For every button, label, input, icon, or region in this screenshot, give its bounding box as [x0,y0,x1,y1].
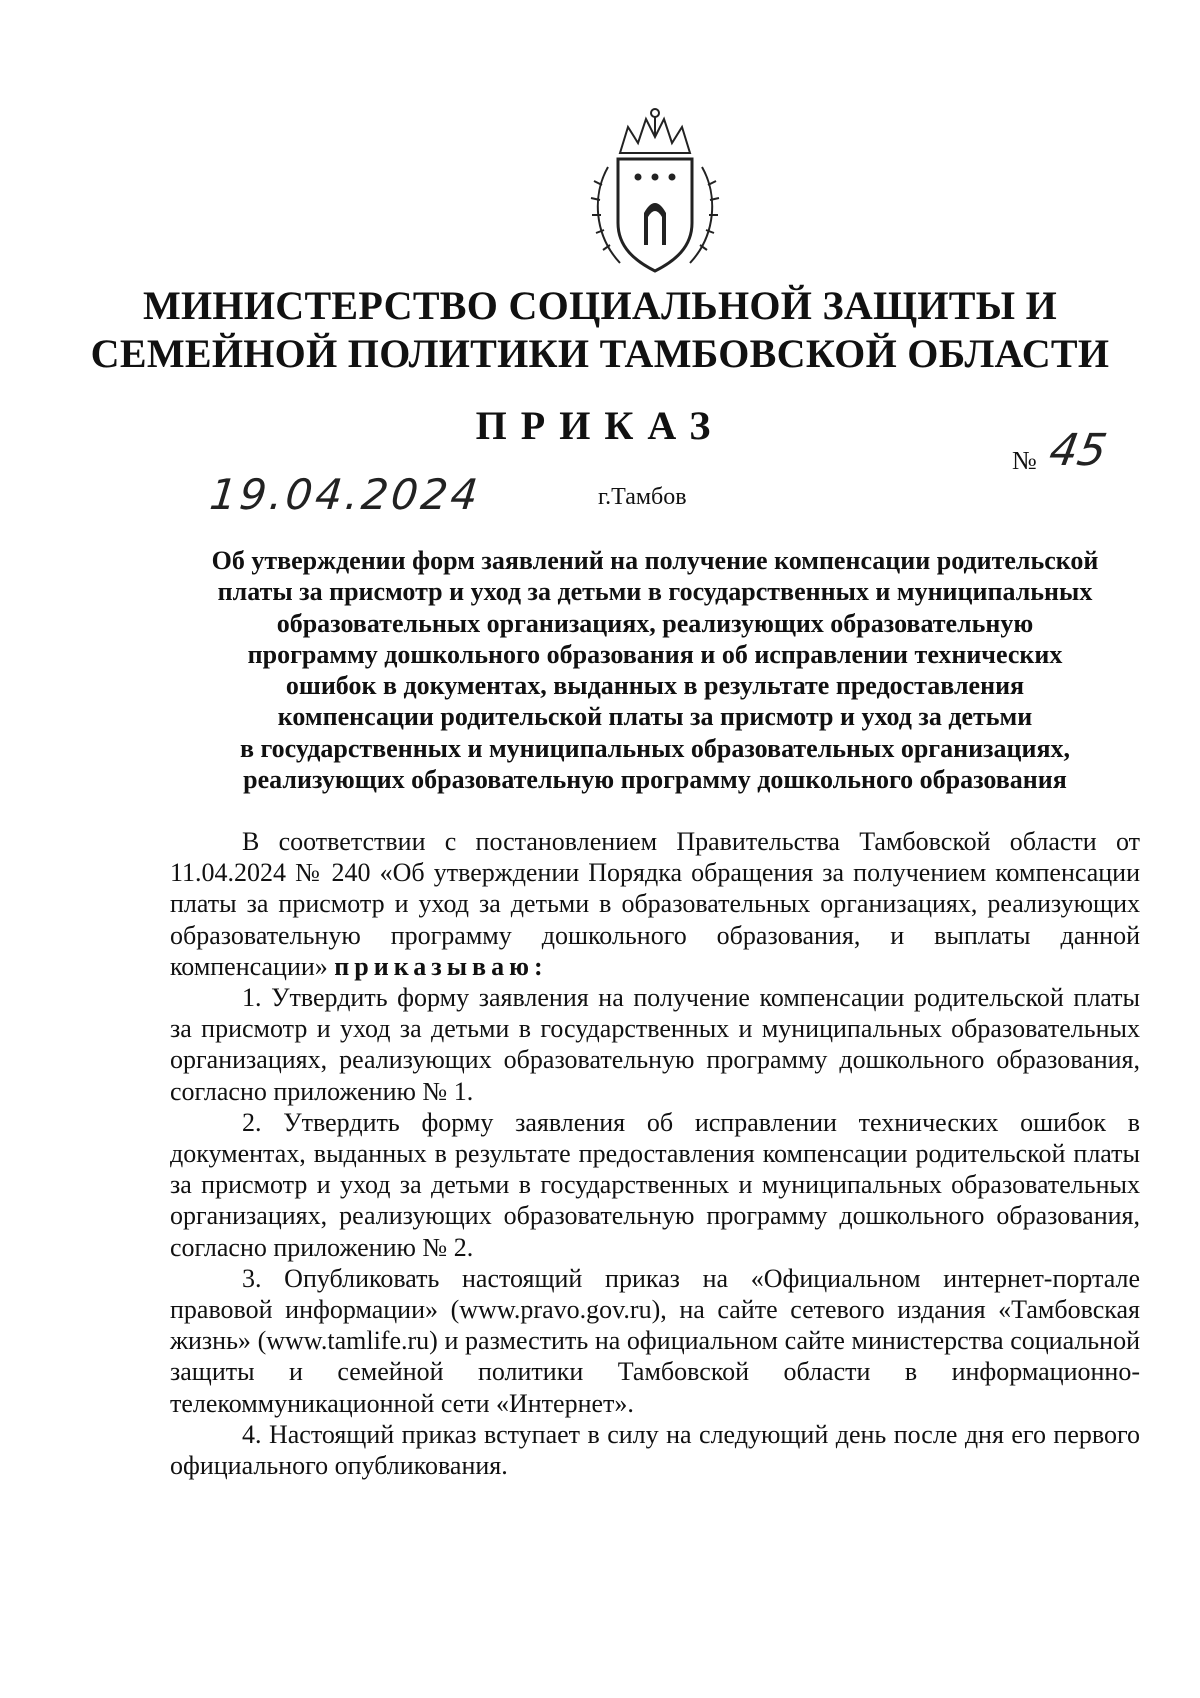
order-word: приказываю: [334,951,548,981]
subject-line: Об утверждении форм заявлений на получение компенсации родительской [211,546,1099,575]
handwritten-date: 19.04.2024 [207,470,484,519]
subject-line: образовательных организациях, реализующих образовательную [276,608,1034,638]
subject-line: реализующих образовательную программу дошкольного образования [243,765,1067,795]
subject-line: компенсации родительской платы за присмотр и уход за детьми [277,702,1033,732]
document-subject [160,545,1150,795]
order-item: 2. Утвердить форму заявления об исправлении технических ошибок в документах, выданных в результате предоставления компенсации родительской платы за присмотр и уход за детьми в государственных и муниципальных образовательных организациях, реализующих образовательную программу дошкольного образования, согласно приложению № 2. [170,1107,1140,1262]
preamble-text: В соответствии с постановлением Правительства Тамбовской области от 11.04.2024 № 240 «Об утверждении Порядка обращения за получением компенсации платы за присмотр и уход за детьми в образовательных организациях, реализующих образовательную программу дошкольного образования, и выплаты данной компенсации» [170,827,1140,981]
preamble-paragraph [170,826,1140,982]
subject-line: в государственных и муниципальных образовательных организациях, [239,733,1071,763]
order-item: 1. Утвердить форму заявления на получение компенсации родительской платы за присмотр и уход за детьми в государственных и муниципальных образовательных организациях, реализующих образовательную программу дошкольного образования, согласно приложению № 1. [170,983,1140,1106]
subject-line: платы за присмотр и уход за детьми в государственных и муниципальных [217,577,1093,607]
document-type-heading: ПРИКАЗ [475,403,725,448]
coat-of-arms-emblem [580,105,730,280]
number-label: № [1012,446,1037,475]
document-body [170,826,1140,1481]
ministry-title-line-1: МИНИСТЕРСТВО СОЦИАЛЬНОЙ ЗАЩИТЫ И [142,283,1058,328]
order-item: 3. Опубликовать настоящий приказ на «Официальном интернет-портале правовой информации» (www.pravo.gov.ru), на сайте сетевого издания «Тамбовская жизнь» (www.tamlife.ru) и разместить на официальном сайте министерства социальной защиты и семейной политики Тамбовской области в информационно-телекоммуникационной сети «Интернет». [170,1263,1140,1418]
order-item: 4. Настоящий приказ вступает в силу на следующий день после дня его первого официального опубликования. [170,1419,1140,1481]
subject-line: программу дошкольного образования и об исправлении технических [247,639,1063,669]
handwritten-number: 45 [1045,425,1111,476]
city-label: г.Тамбов [598,484,687,510]
ministry-title-line-2: СЕМЕЙНОЙ ПОЛИТИКИ ТАМБОВСКОЙ ОБЛАСТИ [90,331,1110,376]
subject-line: ошибок в документах, выданных в результате предоставления [285,671,1025,701]
